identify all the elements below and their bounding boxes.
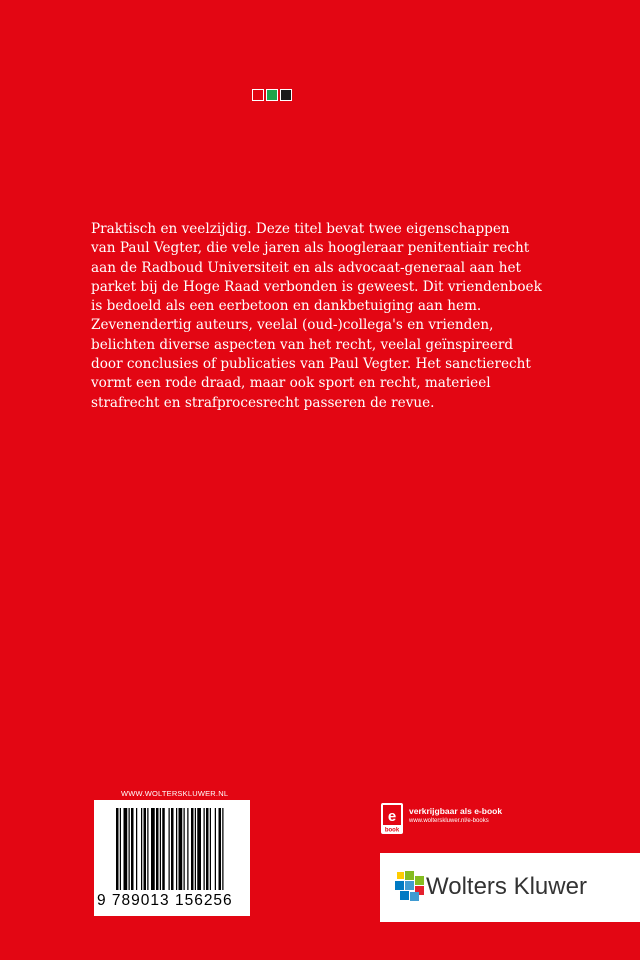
ebook-url: www.wolterskluwer.nl/e-books [409, 818, 489, 824]
blurb-line: belichten diverse aspecten van het recht, veelal geïnspireerd [91, 336, 514, 353]
barcode-bar [147, 808, 148, 890]
barcode-bar [160, 808, 161, 890]
barcode-bar [120, 808, 121, 890]
barcode-bar [144, 808, 147, 890]
blurb-line: vormt een rode draad, maar ook sport en recht, materieel [91, 375, 491, 392]
ebook-availability [409, 806, 502, 824]
blurb-line: is bedoeld als een eerbetoon en dankbetuiging aan hem. [91, 298, 482, 315]
barcode-bar [156, 808, 159, 890]
blurb-line: Zevenendertig auteurs, veelal (oud-)collega's en vrienden, [91, 317, 494, 334]
barcode-bar [131, 808, 134, 890]
blurb-line: parket bij de Hoge Raad verbonden is geweest. Dit vriendenboek [91, 278, 542, 295]
barcode-bar [206, 808, 209, 890]
ebook-title: verkrijgbaar als e-book [409, 806, 503, 816]
ebook-badge-icon [381, 803, 403, 834]
isbn-number: 9 789013 156256 [97, 892, 233, 909]
blurb-line: van Paul Vegter, die vele jaren als hoogleraar penitentiair recht [91, 240, 530, 257]
barcode-bar [184, 808, 185, 890]
wolters-kluwer-mosaic-icon [395, 871, 425, 901]
blurb-line: door conclusies of publicaties van Paul Vegter. Het sanctierecht [91, 356, 531, 373]
barcode-bar [176, 808, 177, 890]
barcode-bar [222, 808, 223, 890]
barcode-bar [141, 808, 142, 890]
blurb-line: aan de Radboud Universiteit en als advocaat-generaal aan het [91, 259, 522, 276]
barcode-bars [116, 808, 228, 890]
svg-text:e: e [387, 808, 397, 825]
barcode-bar [197, 808, 201, 890]
isbn-barcode [94, 800, 250, 916]
website-url: WWW.WOLTERSKLUWER.NL [121, 789, 229, 798]
barcode-bar [204, 808, 205, 890]
barcode-bar [129, 808, 130, 890]
barcode-bar [151, 808, 155, 890]
publisher-name: Wolters Kluwer [426, 873, 587, 900]
barcode-bar [195, 808, 196, 890]
barcode-bar [136, 808, 137, 890]
barcode-bar [215, 808, 216, 890]
blurb-text [91, 220, 542, 413]
barcode-bar [169, 808, 170, 890]
barcode-bar [179, 808, 183, 890]
publisher-logo [380, 853, 640, 922]
color-squares [252, 89, 292, 101]
barcode-bar [116, 808, 119, 890]
red-square [252, 89, 264, 101]
barcode-bar [187, 808, 188, 890]
green-square [266, 89, 278, 101]
barcode-bar [171, 808, 174, 890]
barcode-bar [191, 808, 194, 890]
svg-text:book: book [384, 827, 400, 834]
blurb-line: strafrecht en strafprocesrecht passeren de revue. [91, 394, 435, 411]
blurb-line: Praktisch en veelzijdig. Deze titel bevat twee eigenschappen [91, 221, 510, 237]
barcode-bar [210, 808, 211, 890]
barcode-bar [124, 808, 128, 890]
black-square [280, 89, 292, 101]
barcode-bar [219, 808, 222, 890]
barcode-bar [162, 808, 165, 890]
